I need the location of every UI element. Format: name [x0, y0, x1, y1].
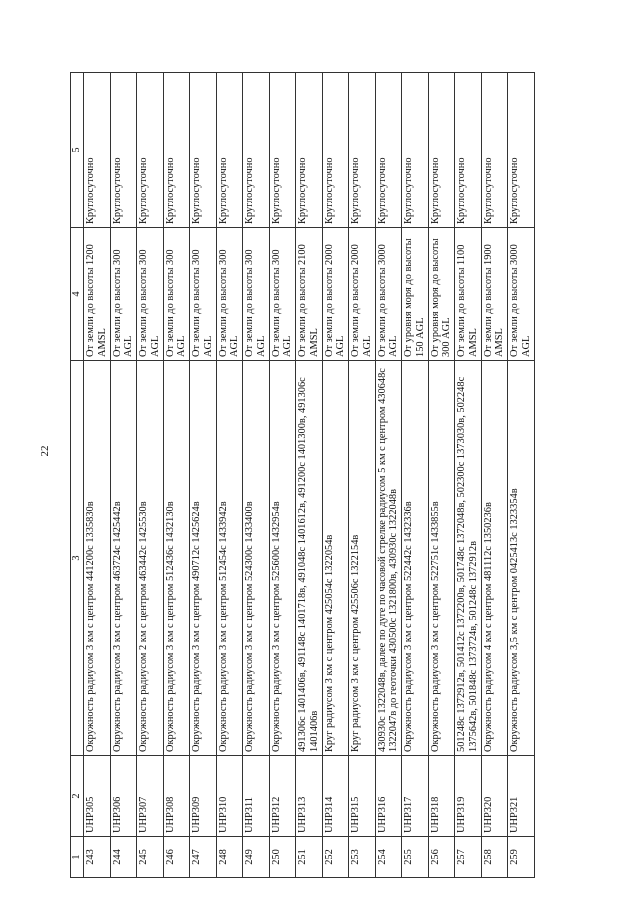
altitude-limits: От земли до высоты 300 AGL [243, 228, 270, 361]
zone-code: UHP309 [190, 756, 217, 837]
table-row [243, 73, 270, 878]
zone-code: UHP314 [322, 756, 349, 837]
operating-time: Круглосуточно [84, 73, 111, 228]
operating-time: Круглосуточно [508, 73, 535, 228]
zone-boundary: Окружность радиусом 3 км с центром 441200с 1335830в [84, 361, 111, 756]
row-number: 258 [481, 837, 508, 878]
zone-boundary: Окружность радиусом 3 км с центром 512436с 1432130в [163, 361, 190, 756]
col-header-4: 4 [71, 228, 84, 361]
table-row [110, 73, 137, 878]
zone-boundary: Окружность радиусом 3 км с центром 524300с 1433400в [243, 361, 270, 756]
rotated-table-wrapper [70, 73, 607, 878]
altitude-limits: От земли до высоты 300 AGL [190, 228, 217, 361]
altitude-limits: От земли до высоты 2000 AGL [349, 228, 376, 361]
zone-code: UHP317 [402, 756, 429, 837]
table-row [296, 73, 323, 878]
table-row [190, 73, 217, 878]
row-number: 247 [190, 837, 217, 878]
altitude-limits: От уровня моря до высоты 150 AGL [402, 228, 429, 361]
zone-code: UHP305 [84, 756, 111, 837]
table-row [402, 73, 429, 878]
row-number: 245 [137, 837, 164, 878]
altitude-limits: От земли до высоты 3000 AGL [375, 228, 402, 361]
row-number: 259 [508, 837, 535, 878]
table-row [322, 73, 349, 878]
zone-boundary: Окружность радиусом 3,5 км с центром 0425413с 1323354в [508, 361, 535, 756]
table-row [163, 73, 190, 878]
operating-time: Круглосуточно [269, 73, 296, 228]
table-row [428, 73, 455, 878]
table-row [349, 73, 376, 878]
row-number: 248 [216, 837, 243, 878]
zone-boundary: Окружность радиусом 3 км с центром 490712с 1425624в [190, 361, 217, 756]
zone-code: UHP307 [137, 756, 164, 837]
row-number: 252 [322, 837, 349, 878]
altitude-limits: От земли до высоты 300 AGL [269, 228, 296, 361]
zone-code: UHP319 [455, 756, 482, 837]
zone-boundary: 501248с 1372912в, 501412с 1372200в, 501748с 1372048в, 502300с 1373030в, 502248с 1375642в, 501848с 1373724в, 501248с 1372912в [455, 361, 482, 756]
table-row [375, 73, 402, 878]
zone-code: UHP306 [110, 756, 137, 837]
operating-time: Круглосуточно [349, 73, 376, 228]
zone-code: UHP310 [216, 756, 243, 837]
table-row [137, 73, 164, 878]
zone-boundary: Окружность радиусом 3 км с центром 522751с 1433855в [428, 361, 455, 756]
zone-boundary: 491306с 1401406в, 491148с 1401718в, 491048с 1401612в, 491200с 1401300в, 491306с 1401406в [296, 361, 323, 756]
altitude-limits: От земли до высоты 1100 AMSL [455, 228, 482, 361]
altitude-limits: От земли до высоты 1200 AMSL [84, 228, 111, 361]
operating-time: Круглосуточно [110, 73, 137, 228]
zone-code: UHP315 [349, 756, 376, 837]
table-row [508, 73, 535, 878]
row-number: 249 [243, 837, 270, 878]
zone-code: UHP313 [296, 756, 323, 837]
operating-time: Круглосуточно [296, 73, 323, 228]
table-row [269, 73, 296, 878]
row-number: 251 [296, 837, 323, 878]
zone-code: UHP318 [428, 756, 455, 837]
col-header-2: 2 [71, 756, 84, 837]
row-number: 253 [349, 837, 376, 878]
zone-boundary: Круг радиусом 3 км с центром 425054с 1322054в [322, 361, 349, 756]
row-number: 256 [428, 837, 455, 878]
zone-boundary: 430930с 1322048в, далее по дуге по часовой стрелке радиусом 5 км с центром 430648с 1322047в до геоточки 430500с 1321800в, 430930с 1322048в [375, 361, 402, 756]
row-number: 255 [402, 837, 429, 878]
table-row [481, 73, 508, 878]
table-row [455, 73, 482, 878]
zone-code: UHP320 [481, 756, 508, 837]
col-header-5: 5 [71, 73, 84, 228]
col-header-3: 3 [71, 361, 84, 756]
zone-code: UHP321 [508, 756, 535, 837]
altitude-limits: От земли до высоты 3000 AGL [508, 228, 535, 361]
row-number: 257 [455, 837, 482, 878]
operating-time: Круглосуточно [137, 73, 164, 228]
zone-boundary: Окружность радиусом 3 км с центром 463724с 1425442в [110, 361, 137, 756]
col-header-1: 1 [71, 837, 84, 878]
table-row [84, 73, 111, 878]
altitude-limits: От земли до высоты 300 AGL [163, 228, 190, 361]
operating-time: Круглосуточно [375, 73, 402, 228]
zone-boundary: Круг радиусом 3 км с центром 425506с 1322154в [349, 361, 376, 756]
zone-boundary: Окружность радиусом 3 км с центром 525600с 1432954в [269, 361, 296, 756]
zone-code: UHP311 [243, 756, 270, 837]
table-row [216, 73, 243, 878]
airspace-table [70, 72, 535, 878]
operating-time: Круглосуточно [481, 73, 508, 228]
row-number: 243 [84, 837, 111, 878]
row-number: 250 [269, 837, 296, 878]
operating-time: Круглосуточно [243, 73, 270, 228]
zone-boundary: Окружность радиусом 3 км с центром 512454с 1433942в [216, 361, 243, 756]
operating-time: Круглосуточно [455, 73, 482, 228]
altitude-limits: От земли до высоты 300 AGL [110, 228, 137, 361]
operating-time: Круглосуточно [322, 73, 349, 228]
altitude-limits: От земли до высоты 1900 AMSL [481, 228, 508, 361]
operating-time: Круглосуточно [402, 73, 429, 228]
page-number: 22 [39, 445, 51, 457]
altitude-limits: От земли до высоты 2100 AMSL [296, 228, 323, 361]
operating-time: Круглосуточно [428, 73, 455, 228]
altitude-limits: От земли до высоты 300 AGL [137, 228, 164, 361]
zone-code: UHP308 [163, 756, 190, 837]
header-row [71, 73, 84, 878]
zone-boundary: Окружность радиусом 2 км с центром 463442с 1425530в [137, 361, 164, 756]
zone-boundary: Окружность радиусом 3 км с центром 522442с 1432336в [402, 361, 429, 756]
row-number: 254 [375, 837, 402, 878]
zone-code: UHP312 [269, 756, 296, 837]
altitude-limits: От земли до высоты 300 AGL [216, 228, 243, 361]
operating-time: Круглосуточно [216, 73, 243, 228]
zone-boundary: Окружность радиусом 4 км с центром 481112с 1350236в [481, 361, 508, 756]
row-number: 246 [163, 837, 190, 878]
altitude-limits: От уровня моря до высоты 300 AGL [428, 228, 455, 361]
zone-code: UHP316 [375, 756, 402, 837]
operating-time: Круглосуточно [163, 73, 190, 228]
row-number: 244 [110, 837, 137, 878]
operating-time: Круглосуточно [190, 73, 217, 228]
altitude-limits: От земли до высоты 2000 AGL [322, 228, 349, 361]
